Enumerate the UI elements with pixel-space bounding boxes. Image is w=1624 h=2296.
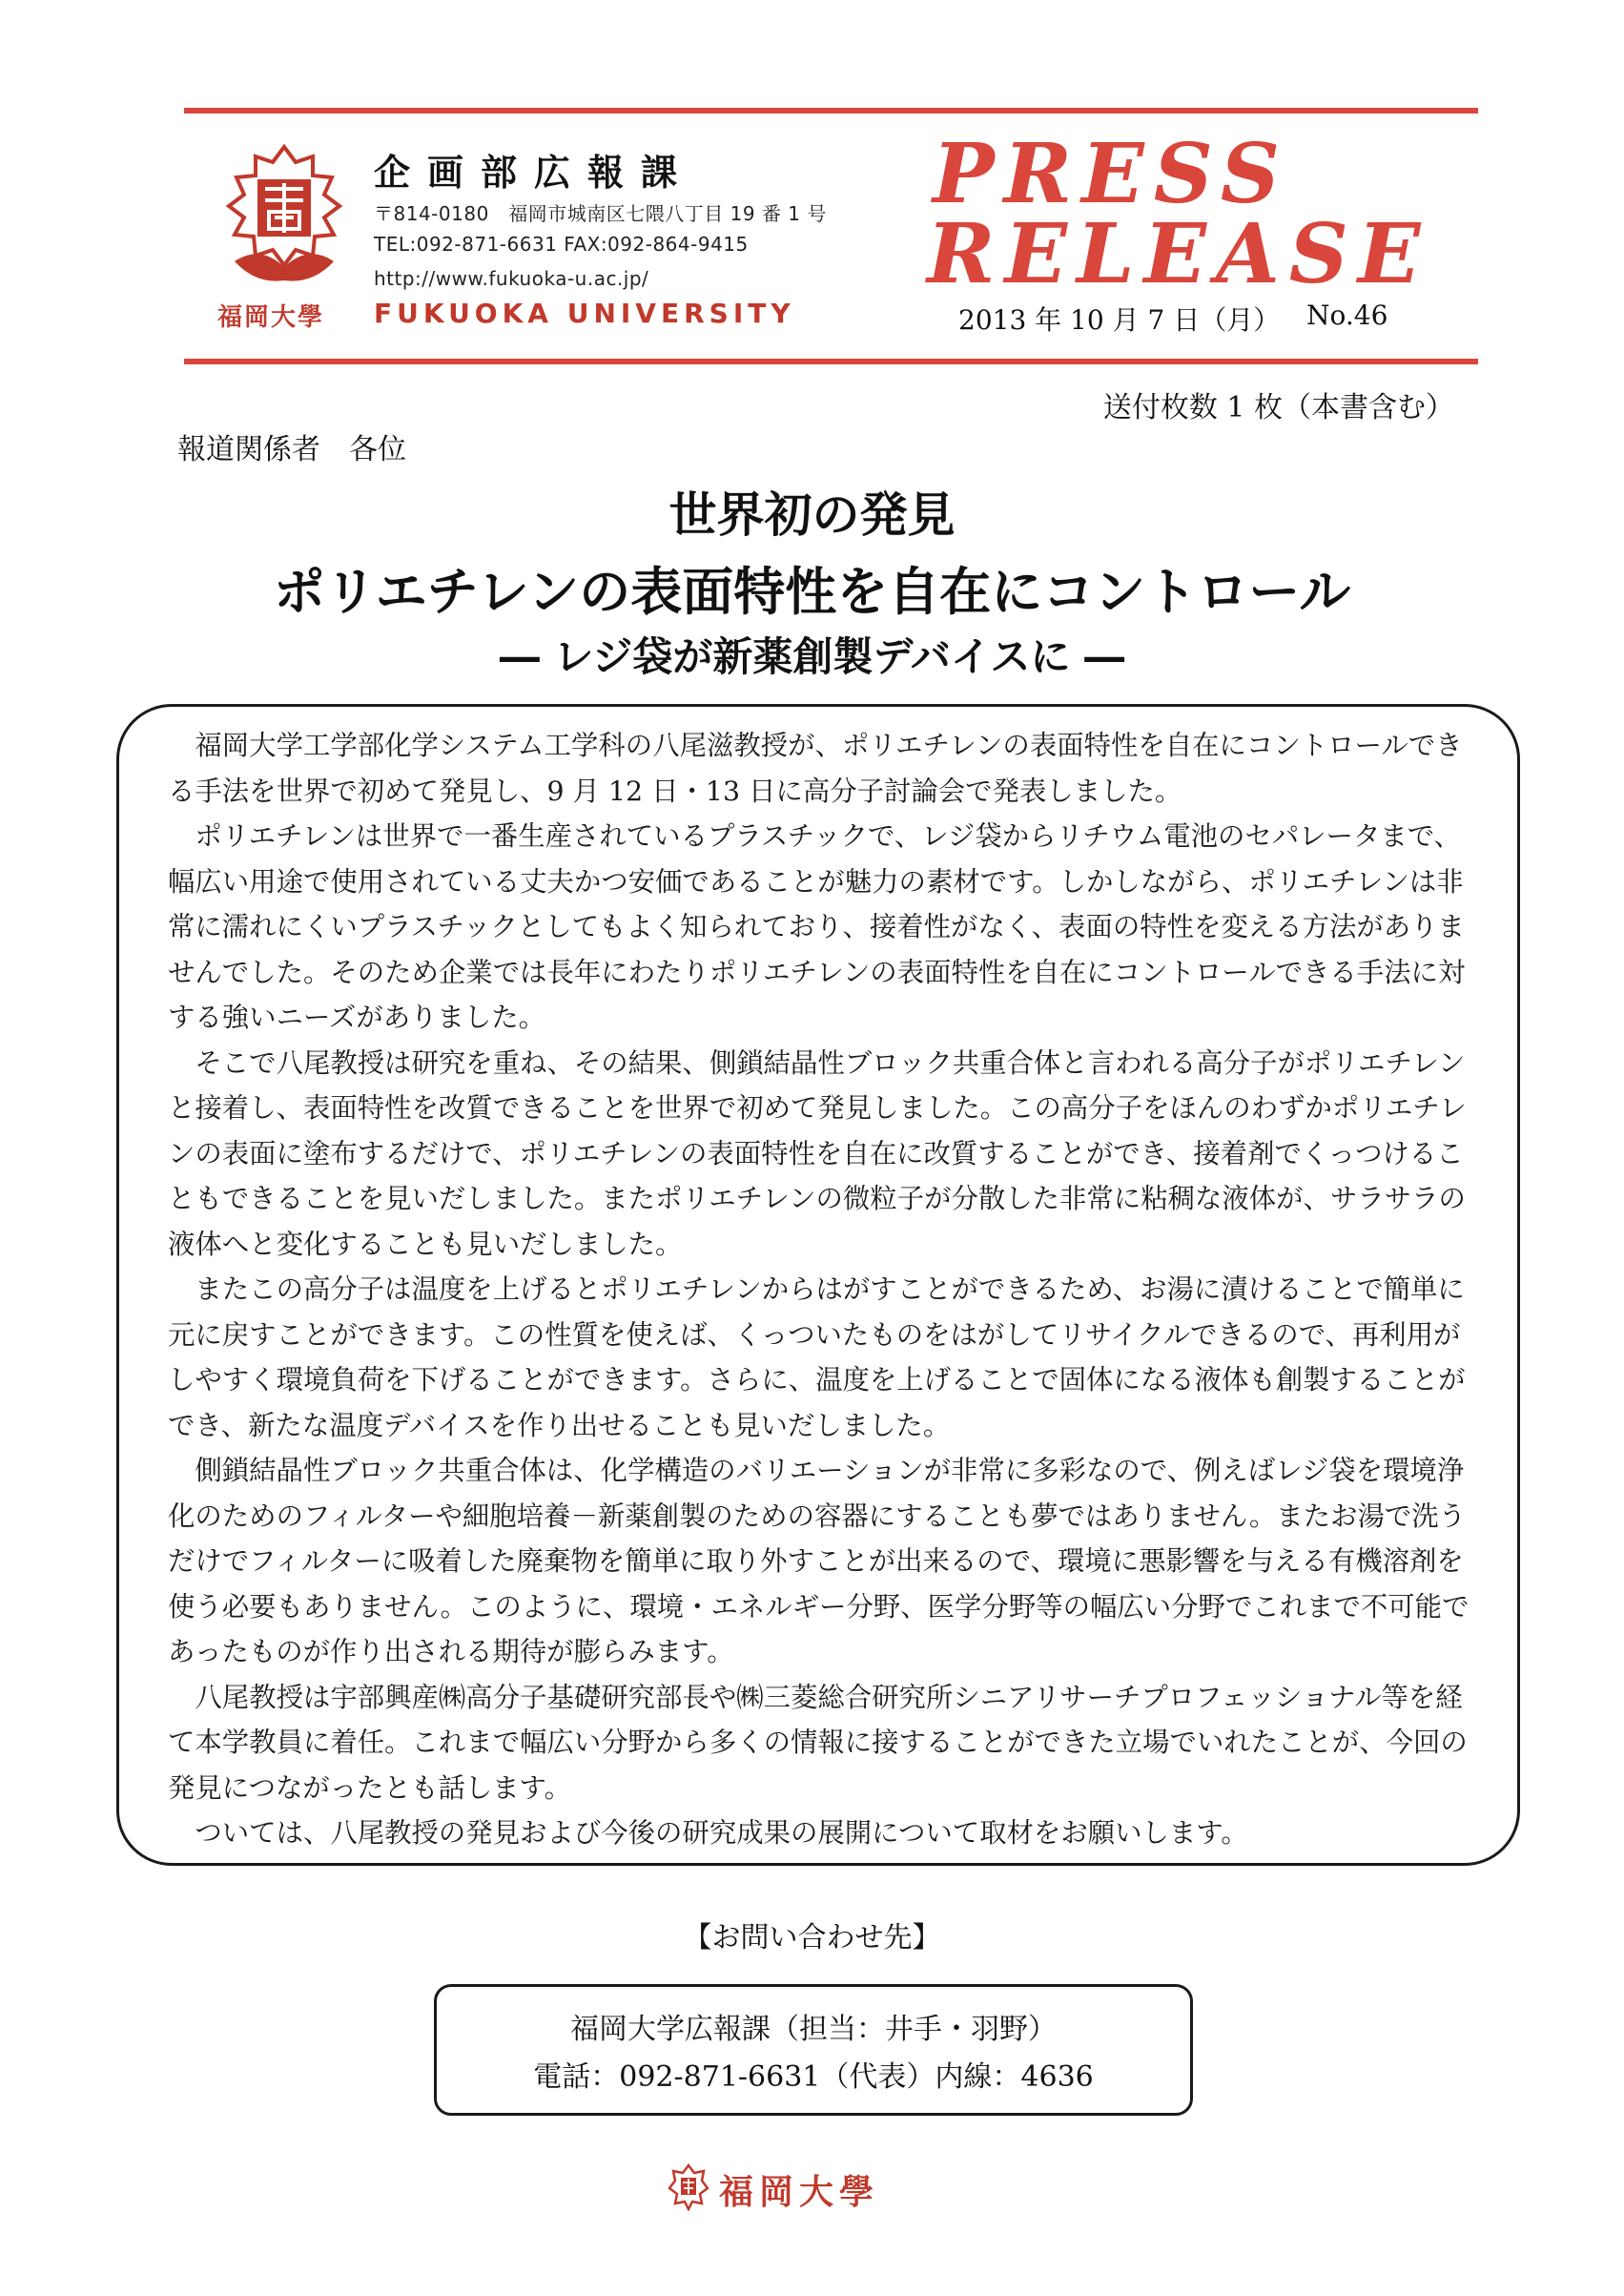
university-name-en: FUKUOKA UNIVERSITY <box>374 298 795 329</box>
headline-main: 世界初の発見 <box>668 487 956 543</box>
issue-number: No.46 <box>1306 300 1388 331</box>
postal-address: 〒814-0180 福岡市城南区七隈八丁目 19 番 1 号 <box>374 202 827 225</box>
press-label: PRESS <box>933 126 1290 222</box>
body-paragraph: 福岡大学工学部化学システム工学科の八尾滋教授が、ポリエチレンの表面特性を自在にコントロールできる手法を世界で初めて発見し、9 月 12 日・13 日に高分子討論会で発表しました。 <box>168 730 1463 807</box>
header-top-rule <box>184 108 1478 114</box>
headline-tagline: ― レジ袋が新薬創製デバイスに ― <box>499 633 1125 680</box>
addressee: 報道関係者 各位 <box>177 433 406 466</box>
body-paragraph: そこで八尾教授は研究を重ね、その結果、側鎖結晶性ブロック共重合体と言われる高分子がポリエチレンと接着し、表面特性を改質できることを世界で初めて発見しました。この高分子をほんのわずかポリエチレンの表面に塗布するだけで、ポリエチレンの表面特性を自在に改質することができ、接着剤でくっつけることもできることを見いだしました。またポリエチレンの微粒子が分散した非常に粘稠な液体が、サラサラの液体へと変化することも見いだしました。 <box>168 1046 1467 1260</box>
release-label: RELEASE <box>927 206 1430 302</box>
footer-university-name: 福岡大學 <box>719 2172 880 2212</box>
contact-heading: 【お問い合わせ先】 <box>683 1921 941 1955</box>
university-emblem-icon <box>217 141 351 294</box>
department-title: 企画部広報課 <box>374 152 695 194</box>
headline-sub: ポリエチレンの表面特性を自在にコントロール <box>273 562 1351 622</box>
university-name-jp: 福岡大學 <box>217 303 325 332</box>
tel-fax: TEL:092-871-6631 FAX:092-864-9415 <box>374 233 749 256</box>
contact-box <box>434 1984 1193 2116</box>
header-bottom-rule <box>184 359 1478 364</box>
body-paragraph: 八尾教授は宇部興産㈱高分子基礎研究部長や㈱三菱総合研究所シニアリサーチプロフェッショナル等を経て本学教員に着任。これまで幅広い分野から多くの情報に接することができた立場でいれたことが、今回の発見につながったとも話します。 <box>168 1681 1468 1804</box>
website-link[interactable]: http://www.fukuoka-u.ac.jp/ <box>374 267 649 290</box>
body-paragraph: ポリエチレンは世界で一番生産されているプラスチックで、レジ袋からリチウム電池のセパレータまで、幅広い用途で使用されている丈夫かつ安価であることが魅力の素材です。しかしながら、ポリエチレンは非常に濡れにくいプラスチックとしてもよく知られており、接着性がなく、表面の特性を変える方法がありませんでした。そのため企業では長年にわたりポリエチレンの表面特性を自在にコントロールできる手法に対する強いニーズがありました。 <box>168 820 1466 1033</box>
contact-office: 福岡大学広報課（担当：井手・羽野） <box>570 2013 1057 2046</box>
body-paragraph: 側鎖結晶性ブロック共重合体は、化学構造のバリエーションが非常に多彩なので、例えばレジ袋を環境浄化のためのフィルターや細胞培養－新薬創製のための容器にすることも夢ではありません。またお湯で洗うだけでフィルターに吸着した廃棄物を簡単に取り外すことが出来るので、環境に悪影響を与える有機溶剤を使う必要もありません。このように、環境・エネルギー分野、医学分野等の幅広い分野でこれまで不可能であったものが作り出される期待が膨らみます。 <box>168 1455 1470 1667</box>
release-date: 2013 年 10 月 7 日（月） <box>958 304 1281 336</box>
body-paragraph: ついては、八尾教授の発見および今後の研究成果の展開について取材をお願いします。 <box>195 1817 1248 1849</box>
footer-emblem-icon <box>668 2163 709 2211</box>
body-text <box>168 723 1484 1856</box>
contact-phone: 電話：092-871-6631（代表）内線：4636 <box>533 2060 1094 2094</box>
body-paragraph: またこの高分子は温度を上げるとポリエチレンからはがすことができるため、お湯に漬けることで簡単に元に戻すことができます。この性質を使えば、くっついたものをはがしてリサイクルできるので、再利用がしやすく環境負荷を下げることができます。さらに、温度を上げることで固体になる液体も創製することができ、新たな温度デバイスを作り出せることも見いだしました。 <box>168 1273 1466 1441</box>
pages-note: 送付枚数 1 枚（本書含む） <box>1102 391 1454 424</box>
